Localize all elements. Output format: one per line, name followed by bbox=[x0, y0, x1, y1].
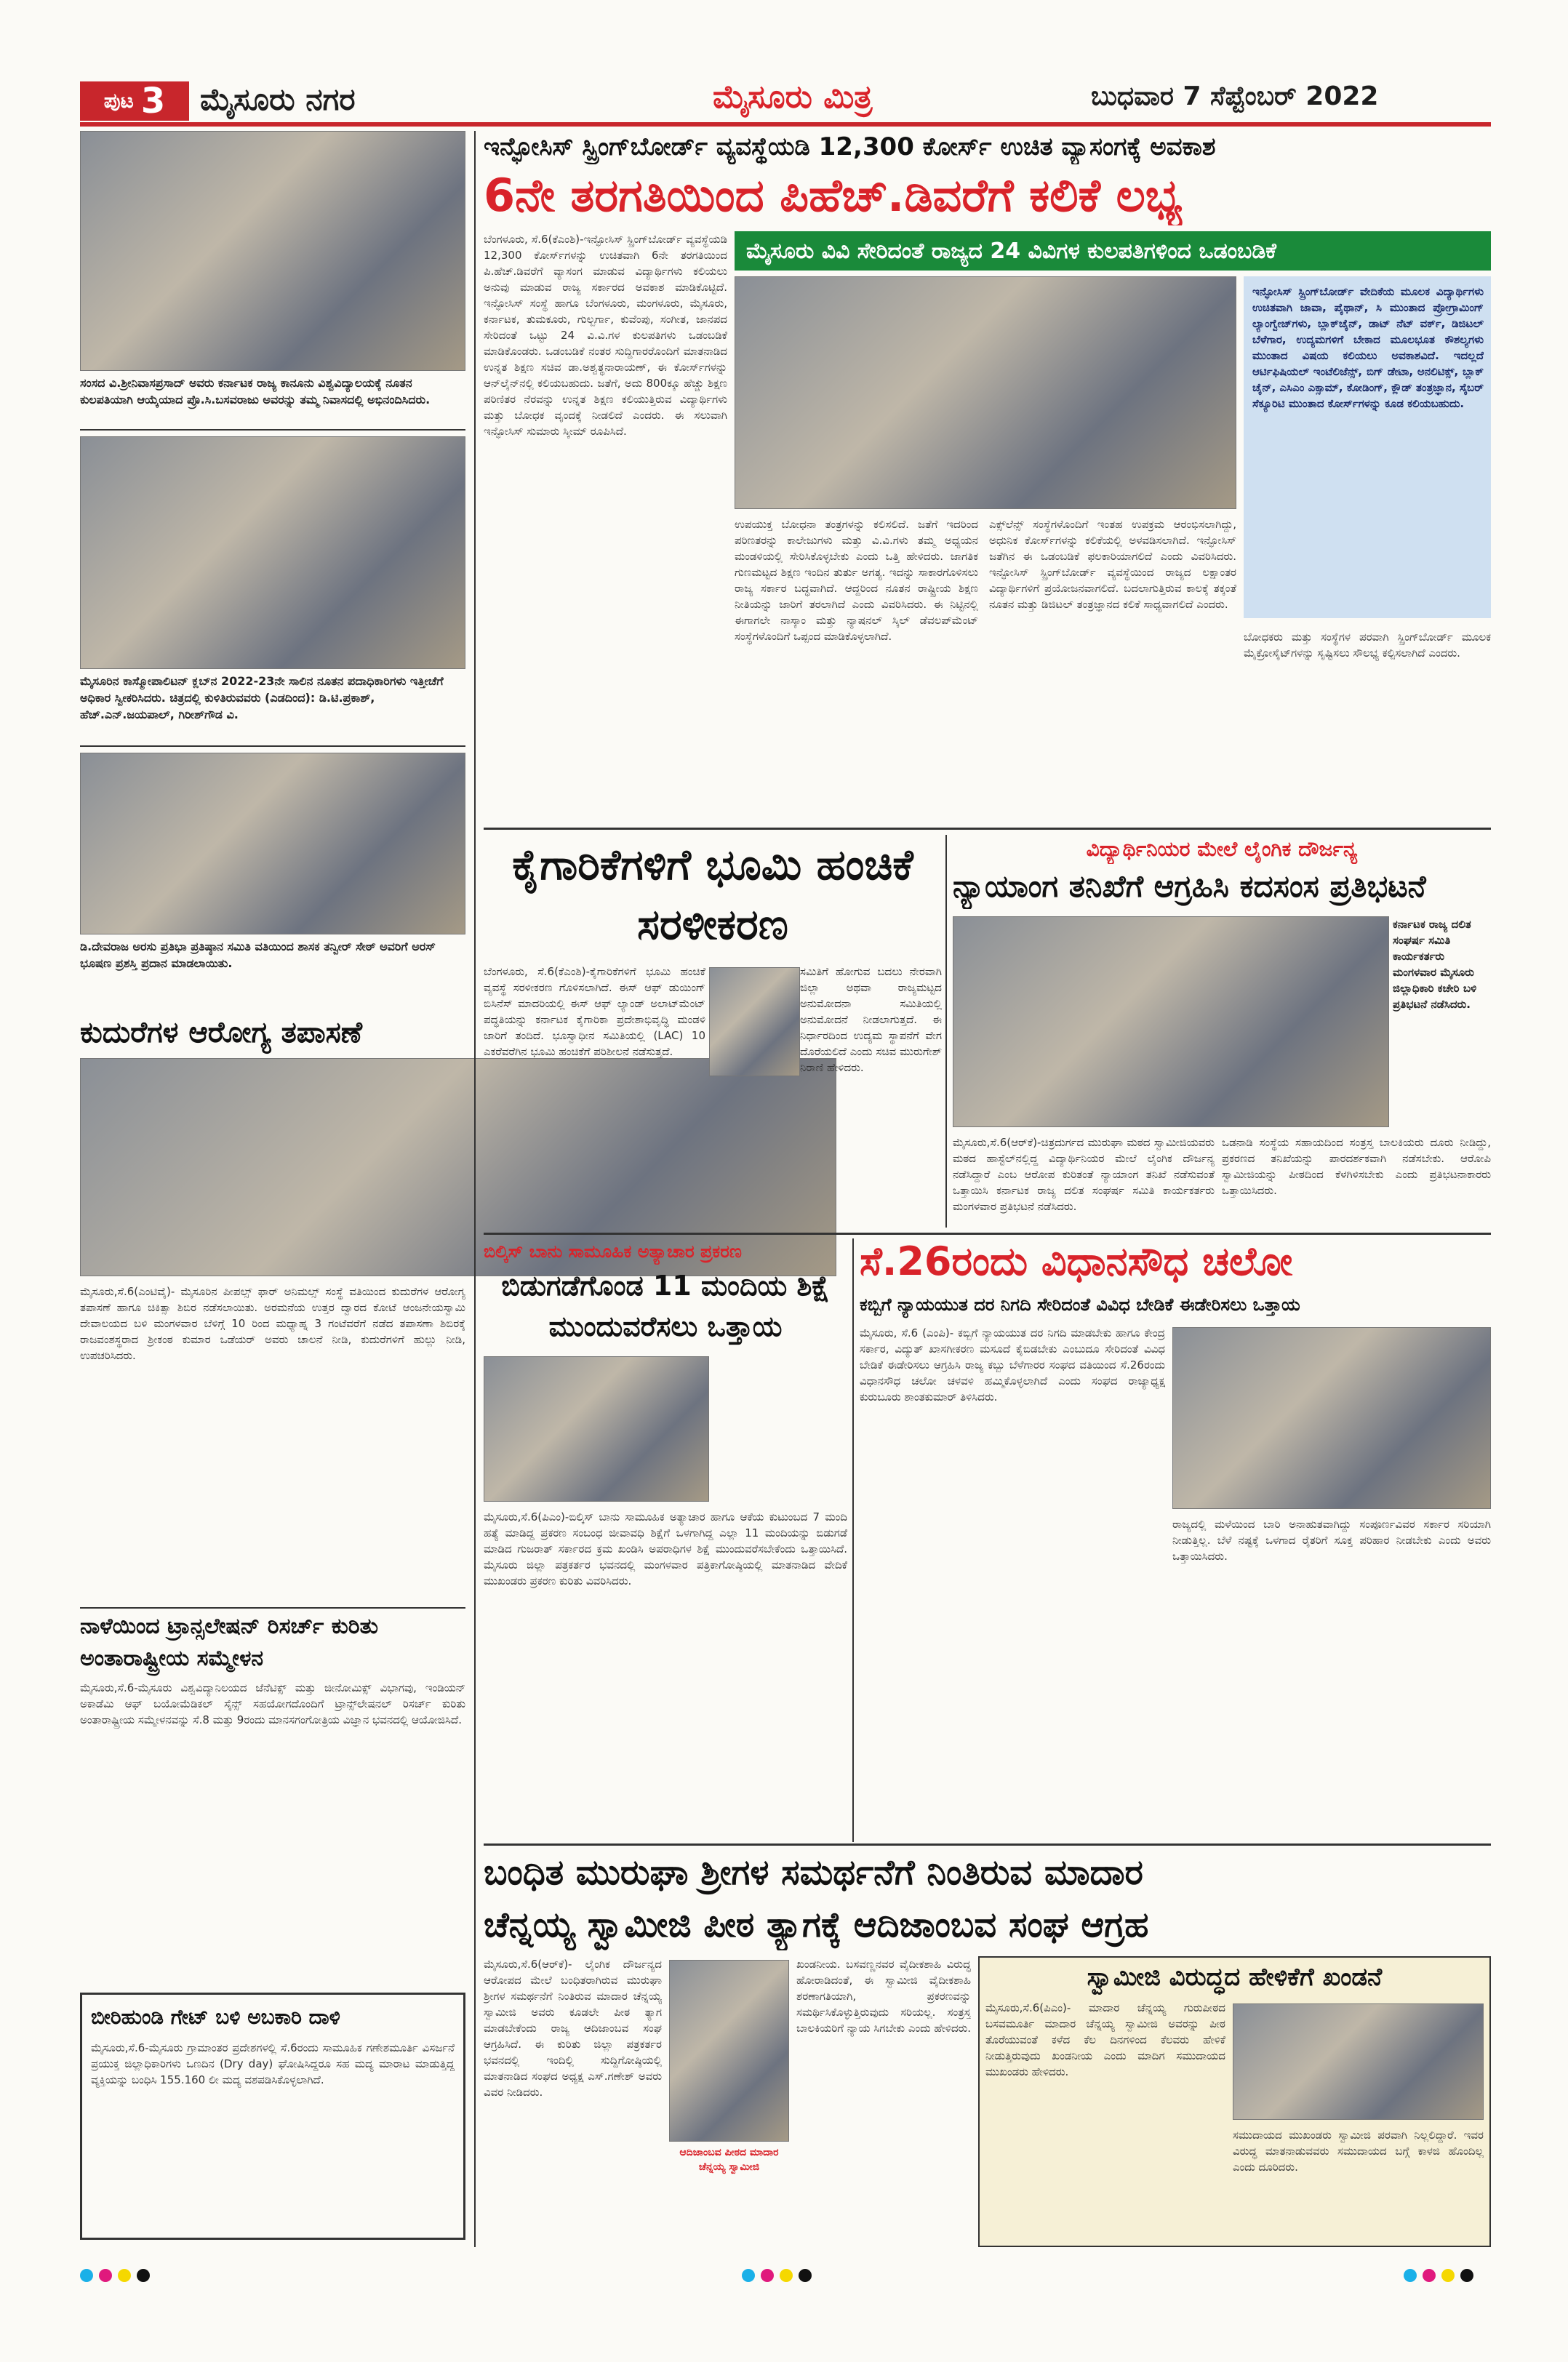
divider bbox=[484, 1843, 1491, 1846]
sidebox-springboard-text-2: ಬೋಧಕರು ಮತ್ತು ಸಂಸ್ಥೆಗಳ ಪರವಾಗಿ ಸ್ಪ್ರಿಂಗ್‌ಬೋರ್ಡ್ ಮೂಲಕ ಮೈಕ್ರೋಸೈಟ್‌ಗಳನ್ನು ಸೃಷ್ಟಿಸಲು ಸೌಲಭ್ಯ ಕಲ್ಪಿಸಲಾಗಿದೆ ಎಂದರು. bbox=[1244, 630, 1491, 660]
lead-body-col1: ಬೆಂಗಳೂರು, ಸೆ.6(ಕೆಎಂಶಿ)-ಇನ್ಫೋಸಿಸ್ ಸ್ಪ್ರಿಂಗ್‌ಬೋರ್ಡ್ ವ್ಯವಸ್ಥೆಯಡಿ 12,300 ಕೋರ್ಸ್‌ಗಳನ್ನು ಉಚಿತವಾಗಿ 6ನೇ ತರಗತಿಯಿಂದ ಪಿ.ಹೆಚ್.ಡಿವರೆಗೆ ವ್ಯಾಸಂಗ ಮಾಡುವ ವಿದ್ಯಾರ್ಥಿಗಳು ಕಲಿಯಲು ಅನುವು ಮಾಡುವ ರಾಜ್ಯ ಸರ್ಕಾರದ ಅವಕಾಶ ಮಾಡಿಕೊಟ್ಟಿದೆ. ಇನ್ಫೋಸಿಸ್ ಸಂಸ್ಥೆ ಹಾಗೂ ಬೆಂಗಳೂರು, ಮಂಗಳೂರು, ಮೈಸೂರು, ಕರ್ನಾಟಕ, ತುಮಕೂರು, ಗುಲ್ಬರ್ಗಾ, ಕುವೆಂಪು, ಸಂಗೀತ, ಜಾನಪದ ಸೇರಿದಂತೆ ಒಟ್ಟು 24 ವಿ.ವಿ.ಗಳ ಕುಲಪತಿಗಳು ಒಡಂಬಡಿಕೆ ಮಾಡಿಕೊಂಡರು. ಒಡಂಬಡಿಕೆ ನಂತರ ಸುದ್ದಿಗಾರರೊಂದಿಗೆ ಮಾತನಾಡಿದ ಉನ್ನತ ಶಿಕ್ಷಣ ಸಚಿವ ಡಾ.ಅಶ್ವತ್ಥನಾರಾಯಣ್, ಈ ಕೋರ್ಸ್‌ಗಳನ್ನು ಆನ್‌ಲೈನ್‌ನಲ್ಲಿ ಕಲಿಯಬಹುದು. ಜತೆಗೆ, ಅದು 800ಕ್ಕೂ ಹೆಚ್ಚು ಶಿಕ್ಷಣ ಪರಿಣಿತರ ನೆರವನ್ನು ಉನ್ನತ ಶಿಕ್ಷಣ ಕಲಿಯುತ್ತಿರುವ ವಿದ್ಯಾರ್ಥಿಗಳು ಮತ್ತು ಬೋಧಕ ವೃಂದಕ್ಕೆ ನೀಡಲಿದೆ ಎಂದರು. ಈ ಸಲುವಾಗಿ ಇನ್ಫೋಸಿಸ್ ಸುಮಾರು ಸ್ಕೀಮ್ ರೂಪಿಸಿದೆ. bbox=[484, 233, 727, 438]
article-industry-body-2: ಸಮಿತಿಗೆ ಹೋಗುವ ಬದಲು ನೇರವಾಗಿ ಜಿಲ್ಲಾ ಅಥವಾ ರಾಜ್ಯಮಟ್ಟದ ಅನುಮೋದನಾ ಸಮಿತಿಯಲ್ಲಿ ಅನುಮೋದನೆ ನೀಡಲಾಗುತ್ತದೆ. ಈ ನಿರ್ಧಾರದಿಂದ ಉದ್ಯಮ ಸ್ಥಾಪನೆಗೆ ವೇಗ ದೊರೆಯಲಿದೆ ಎಂದು ಸಚಿವ ಮುರುಗೇಶ್ ನಿರಾಣಿ ಹೇಳಿದರು. bbox=[800, 965, 942, 1074]
headline-excise-raid: ಬೀರಿಹುಂಡಿ ಗೇಟ್ ಬಳಿ ಅಬಕಾರಿ ದಾಳಿ bbox=[91, 2005, 340, 2029]
article-industry-body: ಬೆಂಗಳೂರು, ಸೆ.6(ಕೆಎಂಶಿ)-ಕೈಗಾರಿಕೆಗಳಿಗೆ ಭೂಮಿ ಹಂಚಿಕೆ ವ್ಯವಸ್ಥೆ ಸರಳೀಕರಣ ಗೊಳಿಸಲಾಗಿದೆ. ಈಸ್ ಆಫ್ ಡುಯಿಂಗ್ ಬಿಸಿನೆಸ್ ಮಾದರಿಯಲ್ಲಿ ಈಸ್ ಆಫ್ ಲ್ಯಾಂಡ್ ಅಲಾಟ್‌ಮೆಂಟ್ ಪದ್ಧತಿಯನ್ನು ಕರ್ನಾಟಕ ಕೈಗಾರಿಕಾ ಪ್ರದೇಶಾಭಿವೃದ್ಧಿ ಮಂಡಳಿ ಜಾರಿಗೆ ತಂದಿದೆ. ಭೂಸ್ವಾಧೀನ ಸಮಿತಿಯಲ್ಲಿ (LAC) 10 ಎಕರೆವರೆಗಿನ ಭೂಮಿ ಹಂಚಿಕೆಗೆ ಪರಿಶೀಲನೆ ನಡೆಸುತ್ತದೆ. bbox=[484, 965, 705, 1058]
divider bbox=[80, 1607, 465, 1609]
headline-murugha-line2: ಚೆನ್ನಯ್ಯ ಸ್ವಾಮೀಜಿ ಪೀಠ ತ್ಯಾಗಕ್ಕೆ ಆದಿಜಾಂಬವ ಸಂಘ ಆಗ್ರಹ bbox=[484, 1905, 1149, 1945]
article-bilkis-body: ಮೈಸೂರು,ಸೆ.6(ಪಿಎಂ)-ಬಿಲ್ಕಿಸ್ ಬಾನು ಸಾಮೂಹಿಕ ಅತ್ಯಾಚಾರ ಹಾಗೂ ಆಕೆಯ ಕುಟುಂಬದ 7 ಮಂದಿ ಹತ್ಯೆ ಮಾಡಿದ್ದ ಪ್ರಕರಣ ಸಂಬಂಧ ಜೀವಾವಧಿ ಶಿಕ್ಷೆಗೆ ಒಳಗಾಗಿದ್ದ ಎಲ್ಲಾ 11 ಮಂದಿಯನ್ನು ಬಿಡುಗಡೆ ಮಾಡಿದ ಗುಜರಾತ್ ಸರ್ಕಾರದ ಕ್ರಮ ಖಂಡಿಸಿ ಅಪರಾಧಿಗಳ ಶಿಕ್ಷೆ ಮುಂದುವರೆಸಬೇಕೆಂದು ಒತ್ತಾಯಿಸಿದೆ. ಮೈಸೂರು ಜಿಲ್ಲಾ ಪತ್ರಕರ್ತರ ಭವನದಲ್ಲಿ ಮಂಗಳವಾರ ಪತ್ರಿಕಾಗೋಷ್ಠಿಯಲ್ಲಿ ಮಾತನಾಡಿದ ವೇದಿಕೆ ಮುಖಂಡರು ಪ್ರಕರಣ ಕುರಿತು ವಿವರಿಸಿದರು. bbox=[484, 1510, 847, 1588]
photo-caption-3: ಡಿ.ದೇವರಾಜ ಅರಸು ಪ್ರತಿಭಾ ಪ್ರತಿಷ್ಠಾನ ಸಮಿತಿ ವತಿಯಿಂದ ಶಾಸಕ ತನ್ವೀರ್ ಸೇಠ್ ಅವರಿಗೆ ಅರಸ್ ಭೂಷಣ ಪ್ರಶಸ್ತಿ ಪ್ರದಾನ ಮಾಡಲಾಯಿತು. bbox=[80, 940, 436, 970]
article-vidhana-body: ಮೈಸೂರು, ಸೆ.6 (ಎಂಪಿ)- ಕಬ್ಬಿಗೆ ನ್ಯಾಯಯುತ ದರ ನಿಗದಿ ಮಾಡಬೇಕು ಹಾಗೂ ಕೇಂದ್ರ ಸರ್ಕಾರ, ವಿದ್ಯುತ್ ಖಾಸಗೀಕರಣ ಮಸೂದೆ ಕೈಬಿಡಬೇಕು ಎಂಬುದೂ ಸೇರಿದಂತೆ ವಿವಿಧ ಬೇಡಿಕೆ ಈಡೇರಿಸಲು ಆಗ್ರಹಿಸಿ ರಾಜ್ಯ ಕಬ್ಬು ಬೆಳೆಗಾರರ ಸಂಘದ ವತಿಯಿಂದ ಸೆ.26ರಂದು ವಿಧಾನಸೌಧ ಚಲೋ ಚಳವಳಿ ಹಮ್ಮಿಕೊಳ್ಳಲಾಗಿದೆ ಎಂದು ಸಂಘದ ರಾಜ್ಯಾಧ್ಯಕ್ಷ ಕುರುಬೂರು ಶಾಂತಕುಮಾರ್ ತಿಳಿಸಿದರು. bbox=[860, 1326, 1165, 1404]
print-registration-dots-center bbox=[742, 2269, 817, 2285]
article-khandane-body: ಮೈಸೂರು,ಸೆ.6(ಪಿಎಂ)- ಮಾದಾರ ಚೆನ್ನಯ್ಯ ಗುರುಪೀಠದ ಬಸವಮೂರ್ತಿ ಮಾದಾರ ಚೆನ್ನಯ್ಯ ಸ್ವಾಮೀಜಿ ಅವರನ್ನು ಪೀಠ ತೊರೆಯುವಂತೆ ಕಳೆದ ಕೆಲ ದಿನಗಳಿಂದ ಕೆಲವರು ಹೇಳಿಕೆ ನೀಡುತ್ತಿರುವುದು ಖಂಡನೀಯ ಎಂದು ಮಾದಿಗ ಸಮುದಾಯದ ಮುಖಂಡರು ಹೇಳಿದರು. bbox=[985, 2001, 1225, 2078]
page-label: ಪುಟ bbox=[103, 89, 134, 113]
header-rule bbox=[80, 122, 1491, 127]
column-rule bbox=[852, 1238, 854, 1842]
protest-photo-caption: ಕರ್ನಾಟಕ ರಾಜ್ಯ ದಲಿತ ಸಂಘರ್ಷ ಸಮಿತಿ ಕಾರ್ಯಕರ್ತರು ಮಂಗಳವಾರ ಮೈಸೂರು ಜಿಲ್ಲಾಧಿಕಾರಿ ಕಚೇರಿ ಬಳಿ ಪ್ರತಿಭಟನೆ ನಡೆಸಿದರು. bbox=[1393, 918, 1477, 1011]
photo-cosmopolitan-club bbox=[80, 436, 465, 669]
article-murugha-body-2: ಖಂಡನೀಯ. ಬಸವಣ್ಣನವರ ವೈದೀಕಶಾಹಿ ವಿರುದ್ಧ ಹೋರಾಡಿದಂತೆ, ಈ ಸ್ವಾಮೀಜಿ ವೈದೀಕಶಾಹಿ ಶರಣಾಗತಿಯಾಗಿ, ಪ್ರಕರಣವನ್ನು ಸಮರ್ಥಿಸಿಕೊಳ್ಳುತ್ತಿರುವುದು ಸರಿಯಲ್ಲ. ಸಂತ್ರಸ್ತ ಬಾಲಕಿಯರಿಗೆ ನ್ಯಾಯ ಸಿಗಬೇಕು ಎಂದು ಹೇಳಿದರು. bbox=[796, 1958, 971, 2035]
photo-caption-swamiji: ಆದಿಜಾಂಬವ ಪೀಠದ ಮಾದಾರ ಚೆನ್ನಯ್ಯ ಸ್ವಾಮೀಜಿ bbox=[679, 2147, 779, 2173]
photo-press-meet-bilkis bbox=[484, 1356, 709, 1502]
sidebox-springboard-text: ಇನ್ಫೋಸಿಸ್ ಸ್ಪ್ರಿಂಗ್‌ಬೋರ್ಡ್ ವೇದಿಕೆಯ ಮೂಲಕ ವಿದ್ಯಾರ್ಥಿಗಳು ಉಚಿತವಾಗಿ ಜಾವಾ, ಪೈಥಾನ್, ಸಿ ಮುಂತಾದ ಪ್ರೋಗ್ರಾಮಿಂಗ್ ಲ್ಯಾಂಗ್ವೇಜ್‌ಗಳು, ಬ್ಲಾಕ್‌ಚೈನ್, ಡಾಟ್ ನೆಟ್ ವರ್ಕ್, ಡಿಜಿಟಲ್ ಬೆಳೆಗಾರ, ಉದ್ಯಮಗಳಿಗೆ ಬೇಕಾದ ಮೂಲಭೂತ ಕೌಶಲ್ಯಗಳು ಮುಂತಾದ ವಿಷಯ ಕಲಿಯಲು ಅವಕಾಶವಿದೆ. ಇದಲ್ಲದೆ ಆರ್ಟಿಫಿಷಿಯಲ್ ಇಂಟೆಲಿಜೆನ್ಸ್, ಬಿಗ್ ಡೇಟಾ, ಅನಲಿಟಿಕ್ಸ್, ಬ್ಲಾಕ್ ಚೈನ್, ಎಸಿಎಂ ಎಕ್ಸಾಮ್, ಕೋಡಿಂಗ್, ಕ್ಲೌಡ್ ತಂತ್ರಜ್ಞಾನ, ಸೈಬರ್ ಸೆಕ್ಯೂರಿಟಿ ಮುಂತಾದ ಕೋರ್ಸ್‌ಗಳನ್ನು ಕೂಡ ಕಲಿಯಬಹುದು. bbox=[1252, 285, 1484, 410]
section-title: ಮೈಸೂರು ನಗರ bbox=[200, 81, 356, 117]
article-horse-body: ಮೈಸೂರು,ಸೆ.6(ಎಂಟಿವೈ)- ಮೈಸೂರಿನ ಪೀಪಲ್ಸ್ ಫಾರ್ ಅನಿಮಲ್ಸ್ ಸಂಸ್ಥೆ ವತಿಯಿಂದ ಕುದುರೆಗಳ ಆರೋಗ್ಯ ತಪಾಸಣೆ ಹಾಗೂ ಚಿಕಿತ್ಸಾ ಶಿಬಿರ ನಡೆಸಲಾಯಿತು. ಅರಮನೆಯ ಉತ್ತರ ದ್ವಾರದ ಕೋಟೆ ಆಂಜನೇಯಸ್ವಾಮಿ ದೇವಾಲಯದ ಬಳಿ ಮಂಗಳವಾರ ಬೆಳಿಗ್ಗೆ 10 ರಿಂದ ಮಧ್ಯಾಹ್ನ 3 ಗಂಟೆವರೆಗೆ ನಡೆದ ತಪಾಸಣಾ ಶಿಬಿರಕ್ಕೆ ರಾಜವಂಶಸ್ಥರಾದ ಶ್ರೀಕಂಠ ಕುಮಾರ ಒಡೆಯರ್ ಅವರು ಚಾಲನೆ ನೀಡಿ, ಕುದುರೆಗಳಿಗೆ ಹುಲ್ಲು ನೀಡಿ, ಉಪಚರಿಸಿದರು. bbox=[80, 1285, 465, 1362]
divider bbox=[484, 1233, 1491, 1235]
article-khandane-body-2: ಸಮುದಾಯದ ಮುಖಂಡರು ಸ್ವಾಮೀಜಿ ಪರವಾಗಿ ನಿಲ್ಲಲಿದ್ದಾರೆ. ಇವರ ವಿರುದ್ಧ ಮಾತನಾಡುವವರು ಸಮುದಾಯದ ಬಗ್ಗೆ ಕಾಳಜಿ ಹೊಂದಿಲ್ಲ ಎಂದು ದೂರಿದರು. bbox=[1233, 2129, 1484, 2174]
headline-protest: ನ್ಯಾಯಾಂಗ ತನಿಖೆಗೆ ಆಗ್ರಹಿಸಿ ಕದಸಂಸ ಪ್ರತಿಭಟನೆ bbox=[953, 868, 1426, 904]
column-rule bbox=[945, 835, 947, 1228]
photo-chennayya-swamiji bbox=[669, 1960, 789, 2142]
column-rule bbox=[474, 131, 476, 2247]
subhead-vidhana-chalo: ಕಬ್ಬಿಗೆ ನ್ಯಾಯಯುತ ದರ ನಿಗದಿ ಸೇರಿದಂತೆ ವಿವಿಧ ಬೇಡಿಕೆ ಈಡೇರಿಸಲು ಒತ್ತಾಯ bbox=[860, 1294, 1300, 1315]
headline-industry-land: ಕೈಗಾರಿಕೆಗಳಿಗೆ ಭೂಮಿ ಹಂಚಿಕೆ ಸರಳೀಕರಣ bbox=[512, 840, 913, 949]
page-number: 3 bbox=[140, 81, 166, 121]
article-excise-body: ಮೈಸೂರು,ಸೆ.6-ಮೈಸೂರು ಗ್ರಾಮಾಂತರ ಪ್ರದೇಶಗಳಲ್ಲಿ ಸೆ.6ರಂದು ಸಾಮೂಹಿಕ ಗಣೇಶಮೂರ್ತಿ ವಿಸರ್ಜನೆ ಪ್ರಯುಕ್ತ ಜಿಲ್ಲಾಧಿಕಾರಿಗಳು ಒಣದಿನ (Dry day) ಘೋಷಿಸಿದ್ದರೂ ಸಹ ಮದ್ಯ ಮಾರಾಟ ಮಾಡುತ್ತಿದ್ದ ವ್ಯಕ್ತಿಯನ್ನು ಬಂಧಿಸಿ 155.160 ಲೀ ಮದ್ಯ ವಶಪಡಿಸಿಕೊಳ್ಳಲಾಗಿದೆ. bbox=[91, 2041, 455, 2086]
photo-vc-felicitation bbox=[80, 131, 465, 371]
bilkis-kicker: ಬಿಲ್ಕಿಸ್ ಬಾನು ಸಾಮೂಹಿಕ ಅತ್ಯಾಚಾರ ಪ್ರಕರಣ bbox=[484, 1241, 742, 1262]
lead-kicker: ಇನ್ಫೋಸಿಸ್ ಸ್ಪ್ರಿಂಗ್‌ಬೋರ್ಡ್ ವ್ಯವಸ್ಥೆಯಡಿ 12,300 ಕೋರ್ಸ್ ಉಚಿತ ವ್ಯಾಸಂಗಕ್ಕೆ ಅವಕಾಶ bbox=[484, 132, 1216, 161]
divider bbox=[80, 745, 465, 747]
headline-vidhana-chalo: ಸೆ.26ರಂದು ವಿಧಾನಸೌಧ ಚಲೋ bbox=[860, 1238, 1293, 1284]
protest-kicker: ವಿದ್ಯಾರ್ಥಿನಿಯರ ಮೇಲೆ ಲೈಂಗಿಕ ದೌರ್ಜನ್ಯ bbox=[1086, 837, 1358, 861]
print-registration-dots-left bbox=[80, 2269, 156, 2285]
lead-headline: 6ನೇ ತರಗತಿಯಿಂದ ಪಿಹೆಚ್.ಡಿವರೆಗೆ ಕಲಿಕೆ ಲಭ್ಯ bbox=[484, 169, 1183, 222]
article-murugha-body: ಮೈಸೂರು,ಸೆ.6(ಆರ್‌ಕೆ)- ಲೈಂಗಿಕ ದೌರ್ಜನ್ಯದ ಆರೋಪದ ಮೇಲೆ ಬಂಧಿತರಾಗಿರುವ ಮುರುಘಾ ಶ್ರೀಗಳ ಸಮರ್ಥನೆಗೆ ನಿಂತಿರುವ ಮಾದಾರ ಚೆನ್ನಯ್ಯ ಸ್ವಾಮೀಜಿ ಅವರು ಕೂಡಲೇ ಪೀಠ ತ್ಯಾಗ ಮಾಡಬೇಕೆಂದು ರಾಜ್ಯ ಆದಿಜಾಂಬವ ಸಂಘ ಆಗ್ರಹಿಸಿದೆ. ಈ ಕುರಿತು ಜಿಲ್ಲಾ ಪತ್ರಕರ್ತರ ಭವನದಲ್ಲಿ ಇಂದಿಲ್ಲಿ ಸುದ್ದಿಗೋಷ್ಠಿಯಲ್ಲಿ ಮಾತನಾಡಿದ ಸಂಘದ ಅಧ್ಯಕ್ಷ ಎಸ್.ಗಣೇಶ್ ಅವರು ವಿವರ ನೀಡಿದರು. bbox=[484, 1958, 662, 2099]
headline-khandane: ಸ್ವಾಮೀಜಿ ವಿರುದ್ಧದ ಹೇಳಿಕೆಗೆ ಖಂಡನೆ bbox=[1087, 1963, 1383, 1992]
page-number-box bbox=[80, 81, 189, 121]
article-protest-body: ಮೈಸೂರು,ಸೆ.6(ಆರ್‌ಕೆ)-ಚಿತ್ರದುರ್ಗದ ಮುರುಘಾ ಮಠದ ಸ್ವಾಮೀಜಿಯವರು ಮಠದ ಹಾಸ್ಟೆಲ್‌ನಲ್ಲಿದ್ದ ವಿದ್ಯಾರ್ಥಿನಿಯರ ಮೇಲೆ ಲೈಂಗಿಕ ದೌರ್ಜನ್ಯ ನಡೆಸಿದ್ದಾರೆ ಎಂಬ ಆರೋಪ ಕುರಿತಂತೆ ನ್ಯಾಯಾಂಗ ತನಿಖೆ ನಡೆಸುವಂತೆ ಒತ್ತಾಯಿಸಿ ಕರ್ನಾಟಕ ರಾಜ್ಯ ದಲಿತ ಸಂಘರ್ಷ ಸಮಿತಿ ಕಾರ್ಯಕರ್ತರು ಮಂಗಳವಾರ ಪ್ರತಿಭಟನೆ ನಡೆಸಿದರು. bbox=[953, 1136, 1215, 1213]
lead-body-col3: ಎಕ್ಸ್‌ಲೆನ್ಸ್ ಸಂಸ್ಥೆಗಳೊಂದಿಗೆ ಇಂತಹ ಉಪಕ್ರಮ ಆರಂಭಿಸಲಾಗಿದ್ದು, ಅಧುನಿಕ ಕೋರ್ಸ್‌ಗಳನ್ನು ಕಲಿಕೆಯಲ್ಲಿ ಅಳವಡಿಸಲಾಗಿದೆ. ಇನ್ಫೋಸಿಸ್ ಜತೆಗಿನ ಈ ಒಡಂಬಡಿಕೆ ಫಲಕಾರಿಯಾಗಲಿದೆ ಎಂದು ವಿವರಿಸಿದರು. ಇನ್ಫೋಸಿಸ್ ಸ್ಪ್ರಿಂಗ್‌ಬೋರ್ಡ್ ವ್ಯವಸ್ಥೆಯಿಂದ ರಾಜ್ಯದ ಲಕ್ಷಾಂತರ ವಿದ್ಯಾರ್ಥಿಗಳಿಗೆ ಪ್ರಯೋಜನವಾಗಲಿದೆ. ಬದಲಾಗುತ್ತಿರುವ ಕಾಲಕ್ಕೆ ತಕ್ಕಂತೆ ನೂತನ ಮತ್ತು ಡಿಜಿಟಲ್ ತಂತ್ರಜ್ಞಾನದ ಕಲಿಕೆ ಸಾಧ್ಯವಾಗಲಿದೆ ಎಂದರು. bbox=[989, 518, 1236, 611]
headline-bilkis-release: ಬಿಡುಗಡೆಗೊಂಡ 11 ಮಂದಿಯ ಶಿಕ್ಷೆ ಮುಂದುವರೆಸಲು ಒತ್ತಾಯ bbox=[501, 1270, 830, 1342]
lead-subbar: ಮೈಸೂರು ವಿವಿ ಸೇರಿದಂತೆ ರಾಜ್ಯದ 24 ವಿವಿಗಳ ಕುಲಪತಿಗಳಿಂದ ಒಡಂಬಡಿಕೆ bbox=[735, 231, 1491, 271]
photo-caption-1: ಸಂಸದ ವಿ.ಶ್ರೀನಿವಾಸಪ್ರಸಾದ್ ಅವರು ಕರ್ನಾಟಕ ರಾಜ್ಯ ಕಾನೂನು ವಿಶ್ವವಿದ್ಯಾಲಯಕ್ಕೆ ನೂತನ ಕುಲಪತಿಯಾಗಿ ಆಯ್ಕೆಯಾದ ಪ್ರೊ.ಸಿ.ಬಸವರಾಜು ಅವರನ್ನು ತಮ್ಮ ನಿವಾಸದಲ್ಲಿ ಅಭಿನಂದಿಸಿದರು. bbox=[80, 376, 431, 407]
divider bbox=[484, 828, 1491, 830]
print-registration-dots-right bbox=[1404, 2269, 1479, 2285]
divider bbox=[80, 429, 465, 431]
headline-translation-conference: ನಾಳೆಯಿಂದ ಟ್ರಾನ್ಸಲೇಷನ್ ರಿಸರ್ಚ್ ಕುರಿತು ಅಂತಾರಾಷ್ಟ್ರೀಯ ಸಮ್ಮೇಳನ bbox=[80, 1614, 379, 1671]
photo-protest bbox=[953, 916, 1389, 1127]
headline-murugha-line1: ಬಂಧಿತ ಮುರುಘಾ ಶ್ರೀಗಳ ಸಮರ್ಥನೆಗೆ ನಿಂತಿರುವ ಮಾದಾರ bbox=[484, 1852, 1143, 1893]
photo-mou-signing bbox=[735, 276, 1236, 509]
photo-khandane-pressmeet bbox=[1233, 2003, 1484, 2120]
headline-horse-checkup: ಕುದುರೆಗಳ ಆರೋಗ್ಯ ತಪಾಸಣೆ bbox=[80, 1016, 362, 1049]
article-protest-body-2: ಒಡನಾಡಿ ಸಂಸ್ಥೆಯ ಸಹಾಯದಿಂದ ಸಂತ್ರಸ್ತ ಬಾಲಕಿಯರು ದೂರು ನೀಡಿದ್ದು, ಪ್ರಕರಣದ ತನಿಖೆಯನ್ನು ಪಾರದರ್ಶಕವಾಗಿ ನಡೆಸಬೇಕು. ಆರೋಪಿ ಸ್ವಾಮೀಜಿಯನ್ನು ಪೀಠದಿಂದ ಕೆಳಗಿಳಿಸಬೇಕು ಎಂದು ಪ್ರತಿಭಟನಾಕಾರರು ಒತ್ತಾಯಿಸಿದರು. bbox=[1222, 1136, 1491, 1197]
photo-caption-2: ಮೈಸೂರಿನ ಕಾಸ್ಮೋಪಾಲಿಟನ್ ಕ್ಲಬ್‌ನ 2022-23ನೇ ಸಾಲಿನ ನೂತನ ಪದಾಧಿಕಾರಿಗಳು ಇತ್ತೀಚೆಗೆ ಅಧಿಕಾರ ಸ್ವೀಕರಿಸಿದರು. ಚಿತ್ರದಲ್ಲಿ ಕುಳಿತಿರುವವರು (ಎಡದಿಂದ): ಡಿ.ಟಿ.ಪ್ರಕಾಶ್, ಹೆಚ್.ಎನ್.ಜಯಪಾಲ್, ಗಿರೀಶ್‌ಗೌಡ ವಿ. bbox=[80, 674, 444, 721]
photo-minister-portrait bbox=[709, 967, 800, 1076]
lead-body-col2: ಉಪಯುಕ್ತ ಬೋಧನಾ ತಂತ್ರಗಳನ್ನು ಕಲಿಸಲಿದೆ. ಜತೆಗೆ ಇದರಿಂದ ಪರಿಣತರನ್ನು ಕಾಲೇಜುಗಳು ಮತ್ತು ವಿ.ವಿ.ಗಳು ತಮ್ಮ ಅಧ್ಯಯನ ಮಂಡಳಿಯಲ್ಲಿ ಸೇರಿಸಿಕೊಳ್ಳಬೇಕು ಎಂದು ಒತ್ತಿ ಹೇಳಿದರು. ಜಾಗತಿಕ ಗುಣಮಟ್ಟದ ಶಿಕ್ಷಣ ಇಂದಿನ ತುರ್ತು ಅಗತ್ಯ. ಇದನ್ನು ಸಾಕಾರಗೊಳಿಸಲು ರಾಜ್ಯ ಸರ್ಕಾರ ಬದ್ಧವಾಗಿದೆ. ಆದ್ದರಿಂದ ನೂತನ ರಾಷ್ಟ್ರೀಯ ಶಿಕ್ಷಣ ನೀತಿಯನ್ನು ಜಾರಿಗೆ ತರಲಾಗಿದೆ ಎಂದು ವಿವರಿಸಿದರು. ಈ ನಿಟ್ಟಿನಲ್ಲಿ ಈಗಾಗಲೇ ನಾಸ್ಕಾಂ ಮತ್ತು ನ್ಯಾಷನಲ್ ಸ್ಕಿಲ್ ಡೆವಲಪ್‌ಮೆಂಟ್ ಸಂಸ್ಥೆಗಳೊಂದಿಗೆ ಒಪ್ಪಂದ ಮಾಡಿಕೊಳ್ಳಲಾಗಿದೆ. bbox=[735, 518, 978, 643]
photo-sugarcane-growers bbox=[1172, 1327, 1491, 1509]
masthead-logo: ಮೈಸೂರು ಮಿತ್ರ bbox=[713, 79, 873, 116]
photo-arasu-award bbox=[80, 753, 465, 934]
article-vidhana-body-2: ರಾಜ್ಯದಲ್ಲಿ ಮಳೆಯಿಂದ ಬಾರಿ ಅನಾಹುತವಾಗಿದ್ದು ಸಂಪೂರ್ಣವಿವರ ಸರ್ಕಾರ ಸರಿಯಾಗಿ ನೀಡುತ್ತಿಲ್ಲ. ಬೆಳೆ ನಷ್ಟಕ್ಕೆ ಒಳಗಾದ ರೈತರಿಗೆ ಸೂಕ್ತ ಪರಿಹಾರ ನೀಡಬೇಕು ಎಂದು ಅವರು ಒತ್ತಾಯಿಸಿದರು. bbox=[1172, 1518, 1491, 1563]
issue-date: ಬುಧವಾರ 7 ಸೆಪ್ಟೆಂಬರ್ 2022 bbox=[1091, 81, 1379, 111]
article-translation-body: ಮೈಸೂರು,ಸೆ.6-ಮೈಸೂರು ವಿಶ್ವವಿದ್ಯಾನಿಲಯದ ಜೆನೆಟಿಕ್ಸ್ ಮತ್ತು ಜೀನೋಮಿಕ್ಸ್ ವಿಭಾಗವು, ಇಂಡಿಯನ್ ಅಕಾಡೆಮಿ ಆಫ್ ಬಯೋಮೆಡಿಕಲ್ ಸೈನ್ಸ್ ಸಹಯೋಗದೊಂದಿಗೆ ಟ್ರಾನ್ಸ್‌ಲೇಷನಲ್ ರಿಸರ್ಚ್ ಕುರಿತು ಅಂತಾರಾಷ್ಟ್ರೀಯ ಸಮ್ಮೇಳನವನ್ನು ಸೆ.8 ಮತ್ತು 9ರಂದು ಮಾನಸಗಂಗೋತ್ರಿಯ ವಿಜ್ಞಾನ ಭವನದಲ್ಲಿ ಆಯೋಜಿಸಿದೆ. bbox=[80, 1681, 465, 1726]
